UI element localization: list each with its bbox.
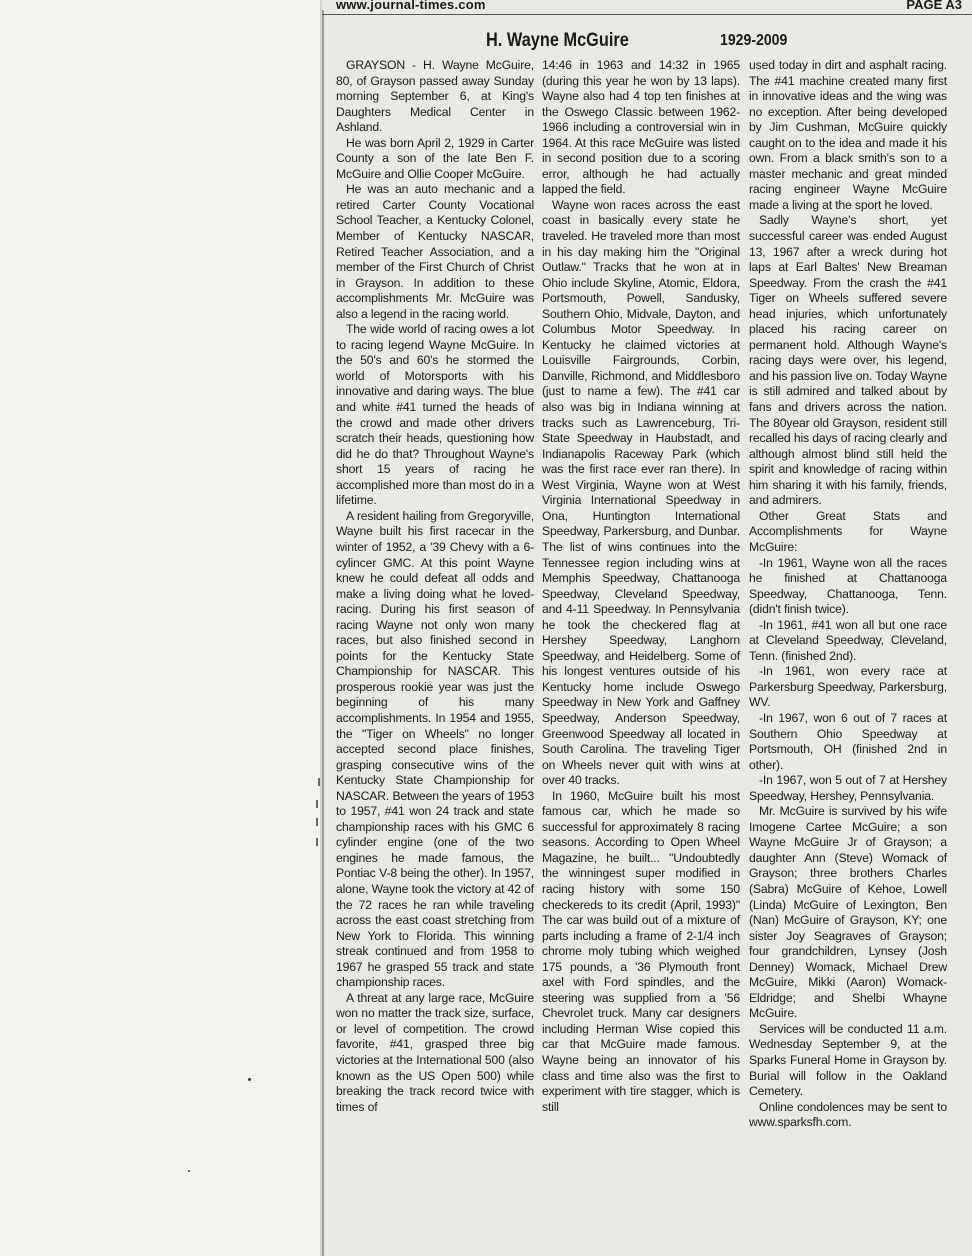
column-3 [749,58,947,1131]
paragraph: -In 1961, won every race at Parkersburg Speedway, Parkersburg, WV. [749,664,947,710]
clipping-edge [322,10,324,1256]
paragraph: Wayne won races across the east coast in basically every state he traveled. He traveled more than most in his day making him the "Original Outlaw." Tracks that he won at in Ohio include Skyline, Atomic, Eldora, Portsmouth, Powell, Sandusky, Southern Ohio, Midvale, Dayton, and Columbus Motor Speedway. In Kentucky he claimed victories at Louisville Fairgrounds, Corbin, Danville, Richmond, and Middlesboro (just to name a few). The #41 car also was big in Indiana winning at tracks such as Lawrenceburg, Tri-State Speedway in Haubstadt, and Indianapolis Raceway Park (which was the first race ever ran there). In West Virginia, Wayne won at West Virginia International Speedway in Ona, Huntington International Speedway, Parkersburg, and Dunbar. The list of wins continues into the Tennessee region including wins at Memphis Speedway, Chattanooga Speedway, Cleveland Speedway, and 4-11 Speedway. In Pennsylvania he took the checkered flag at Hershey Speedway, Langhorn Speedway, and Heidelberg. Some of his longest ventures outside of his Kentucky home include Oswego Speedway in New York and Gaffney Speedway, Anderson Speedway, Greenwood Speedway all located in South Carolina. The traveling Tiger on Wheels never quit with wins at over 40 tracks. [542,197,740,788]
paragraph: -In 1961, Wayne won all the races he finished at Chattanooga Speedway, Chattanooga, Tenn. (didn't finish twice). [749,555,947,617]
paragraph: 14:46 in 1963 and 14:32 in 1965 (during this year he won by 13 laps). Wayne also had 4 top ten finishes at the Oswego Classic between 1962-1966 including a controversial win in 1964. At this race McGuire was listed in second position due to a scoring error, although he had actually lapped the field. [542,58,740,197]
paragraph: He was born April 2, 1929 in Carter County a son of the late Ben F. McGuire and Ollie Cooper McGuire. [336,135,534,181]
paragraph: -In 1967, won 6 out of 7 races at Southern Ohio Speedway at Portsmouth, OH (finished 2nd in other). [749,710,947,772]
paragraph: A threat at any large race, McGuire won no matter the track size, surface, or level of competition. The crowd favorite, #41, grasped three big victories at the International 500 (also known as the US Open 500) while breaking the track record twice with times of [336,990,534,1114]
column-1 [336,58,534,1115]
paragraph: GRAYSON - H. Wayne McGuire, 80, of Grayson passed away Sunday morning September 6, at King's Daughters Medical Center in Ashland. [336,58,534,135]
column-2 [542,58,740,1115]
scan-mark [316,838,318,846]
paragraph: Other Great Stats and Accomplishments for Wayne McGuire: [749,508,947,554]
site-url: www.journal-times.com [336,0,486,12]
paragraph: Mr. McGuire is survived by his wife Imogene Cartee McGuire; a son Wayne McGuire Jr of Grayson; a daughter Ann (Steve) Womack of Grayson; three brothers Charles (Sabra) McGuire of Kehoe, Lowell (Linda) McGuire of Lexington, Ben (Nan) McGuire of Grayson, KY; one sister Joy Seagraves of Grayson; four grandchildren, Lynsey (Josh Denney) Womack, Michael Drew McGuire, Mikki (Aaron) Womack-Eldridge; and Shelbi Whayne McGuire. [749,804,947,1021]
scan-mark [318,778,320,786]
paragraph: used today in dirt and asphalt racing. The #41 machine created many first in innovative ideas and the wing was no exception. After being developed by Jim Cushman, McGuire quickly caught on to the idea and made it his own. From a black smith's son to a master mechanic and great minded racing engineer Wayne McGuire made a living at the sport he loved. [749,58,947,212]
scan-mark [316,800,318,808]
obituary-years: 1929-2009 [720,32,788,49]
page-number: PAGE A3 [906,0,962,12]
paragraph: Services will be conducted 11 a.m. Wednesday September 9, at the Sparks Funeral Home in Grayson by. Burial will follow in the Oakland Cemetery. [749,1021,947,1099]
paragraph: Sadly Wayne's short, yet successful career was ended August 13, 1967 after a wreck during hot laps at Earl Baltes' New Breaman Speedway. From the crash the #41 Tiger on Wheels suffered severe head injuries, which unfortunately placed his racing career on permanent hold. Although Wayne's racing days were over, his legend, and his passion live on. Today Wayne is still admired and talked about by fans and drivers across the nation. The 80year old Grayson, resident still recalled his days of racing clearly and although almost blind still held the spirit and knowledge of racing within him sharing it with his family, friends, and admirers. [749,213,947,508]
paragraph: The wide world of racing owes a lot to racing legend Wayne McGuire. In the 50's and 60's he stormed the world of Motorsports with his innovative and daring ways. The blue and white #41 turned the heads of the crowd and made other drivers scratch their heads, questioning how did he do that? Throughout Wayne's short 15 years of racing he accomplished more than most do in a lifetime. [336,322,534,508]
scan-speck [248,1078,251,1081]
paragraph: -In 1967, won 5 out of 7 at Hershey Speedway, Hershey, Pennsylvania. [749,773,947,803]
paragraph: Online condolences may be sent to www.sparksfh.com. [749,1099,947,1130]
paragraph: He was an auto mechanic and a retired Carter County Vocational School Teacher, a Kentucky Colonel, Member of Kentucky NASCAR, Retired Teacher Association, and a member of the First Church of Christ in Grayson. In addition to these accomplishments Mr. McGuire was also a legend in the racing world. [336,182,534,321]
obituary-name: H. Wayne McGuire [486,30,629,51]
paragraph: In 1960, McGuire built his most famous car, which he made so successful for approximately 8 racing seasons. According to Open Wheel Magazine, he built... "Undoubtedly the winningest super modified in racing history with some 150 checkereds to its credit (April, 1993)" The car was build out of a mixture of parts including a frame of 2-1/4 inch chrome moly tubing which weighed 175 pounds, a '36 Plymouth front axel with Ford spindles, and the steering was supplied from a '56 Chevrolet truck. Many car designers including Herman Wise copied this car that McGuire made famous. Wayne being an innovator of his class and time also was the first to experiment with tire stagger, which is still [542,788,740,1114]
paragraph: A resident hailing from Gregoryville, Wayne built his first racecar in the winter of 1952, a '39 Chevy with a 6-cylincer GMC. At this point Wayne knew he could defeat all odds and make a living doing what he loved-racing. During his first season of racing Wayne not only won many races, but also finished second in points for the Kentucky State Championship for NASCAR. This prosperous rookie year was just the beginning of his many accomplishments. In 1954 and 1955, the "Tiger on Wheels" no longer accepted second place finishes, grasping consecutive wins of the Kentucky State Championship for NASCAR. Between the years of 1953 to 1957, #41 won 24 track and state championship races with his GMC 6 cylinder engine (one of the two engines he made famous, the Pontiac V-8 being the other). In 1957, alone, Wayne took the victory at 42 of the 72 races he ran while traveling across the east coast stretching from New York to Florida. This winning streak continued and from 1958 to 1967 he grasped 55 track and state championship races. [336,508,534,990]
scan-speck [188,1170,190,1172]
scan-mark [316,818,318,826]
paragraph: -In 1961, #41 won all but one race at Cleveland Speedway, Cleveland, Tenn. (finished 2nd). [749,617,947,663]
